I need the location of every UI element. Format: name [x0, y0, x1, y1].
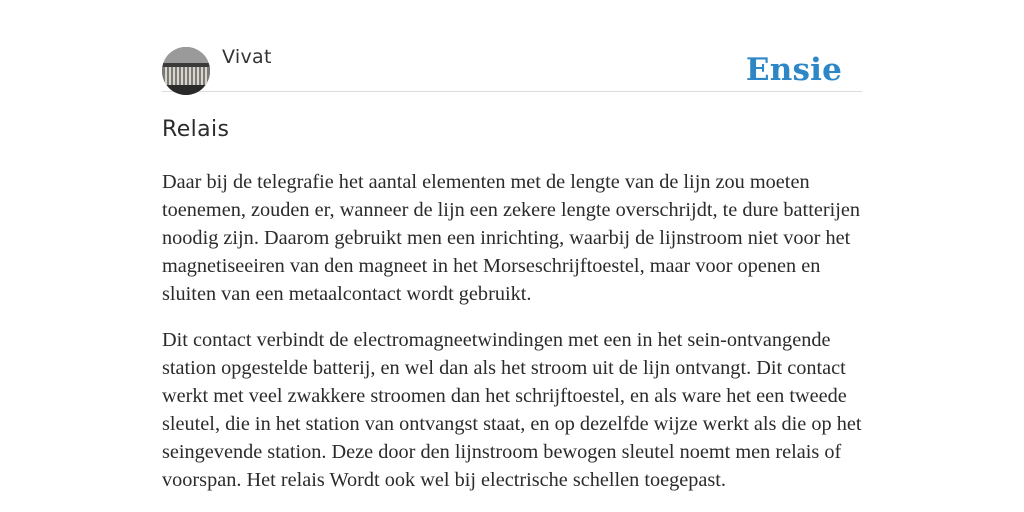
site-logo[interactable]: Ensie: [745, 52, 842, 88]
author-name[interactable]: Vivat: [222, 46, 272, 68]
article-paragraph: Dit contact verbindt de electromagneetwindingen met een in het sein-ontvangende station opgestelde batterij, en wel dan als het stroom uit de lijn ontvangt. Dit contact werkt met veel zwakkere stroomen dan het schrijftoestel, en als ware het een tweede sleutel, die in het station van ontvangst staat, en op dezelfde wijze werkt als die op het seingevende station. Deze door den lijnstroom bewogen sleutel noemt men relais of voorspan. Het relais Wordt ook wel bij electrische schellen toegepast.: [162, 329, 862, 491]
article-page: [162, 0, 862, 512]
article-header: [162, 0, 862, 92]
article-title: Relais: [162, 117, 230, 142]
article-body: [162, 168, 862, 494]
avatar-image-icon: [162, 47, 210, 95]
article-paragraph: Daar bij de telegrafie het aantal elementen met de lengte van de lijn zou moeten toenemen, zouden er, wanneer de lijn een zekere lengte overschrijdt, te dure batterijen noodig zijn. Daarom gebruikt men een inrichting, waarbij de lijnstroom niet voor het magnetiseeiren van den magneet in het Morseschrijftoestel, maar voor openen en sluiten van een metaalcontact wordt gebruikt.: [162, 171, 860, 305]
author-avatar[interactable]: [162, 47, 210, 95]
